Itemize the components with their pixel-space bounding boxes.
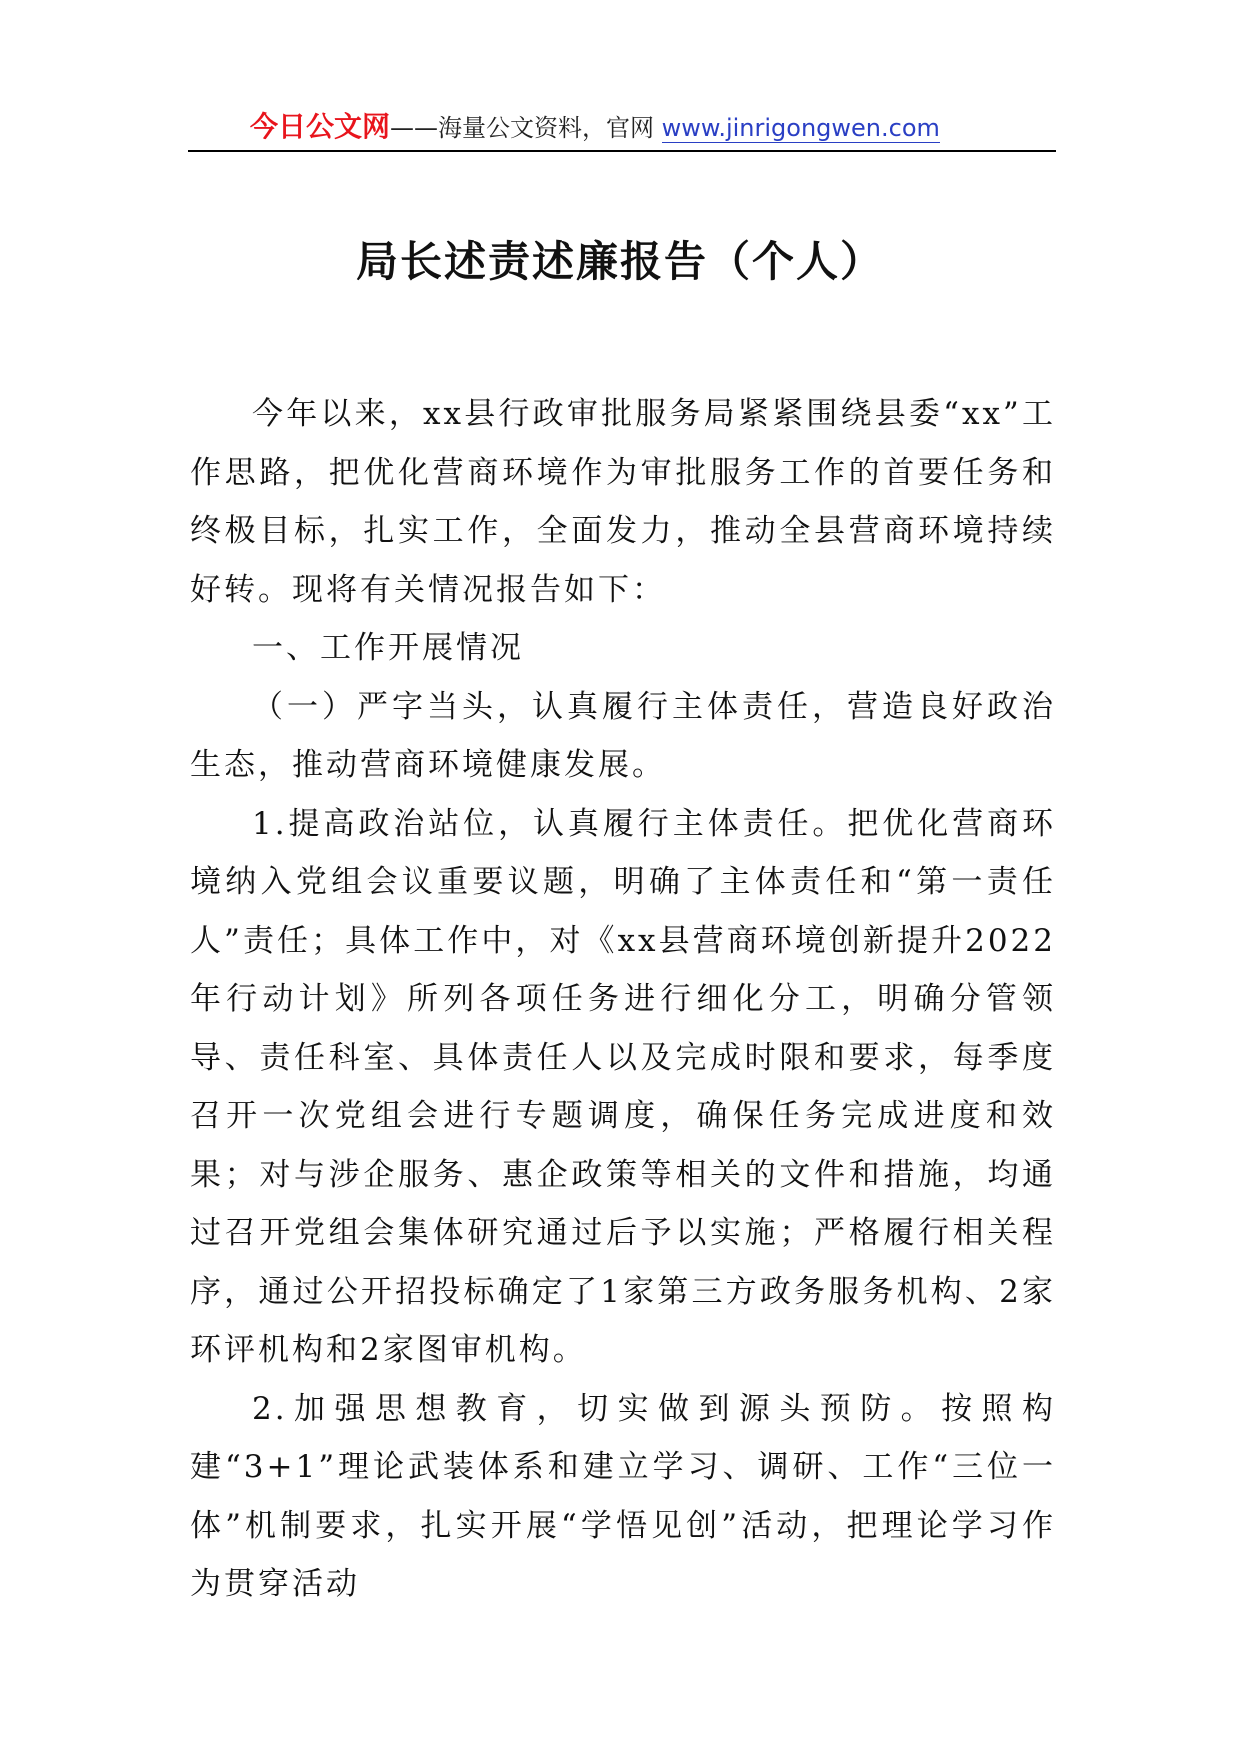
document-title: 局长述责述廉报告（个人）: [355, 237, 884, 286]
body-paragraph-2: 2.加强思想教育，切实做到源头预防。按照构建“3+1”理论武装体系和建立学习、调研、工作“三位一体”机制要求，扎实开展“学悟见创”活动，把理论学习作为贯穿活动: [190, 1390, 1056, 1602]
site-url-link[interactable]: www.jinrigongwen.com: [661, 114, 940, 142]
subsection-heading-1: （一）严字当头，认真履行主体责任，营造良好政治生态，推动营商环境健康发展。: [190, 688, 1056, 783]
site-name-logo: 今日公文网: [250, 110, 391, 143]
document-body: [190, 385, 1056, 1614]
header-dash: ——: [390, 114, 439, 142]
site-header-line: [250, 111, 940, 144]
section-heading-1: 一、工作开展情况: [252, 630, 524, 666]
intro-paragraph: 今年以来，xx县行政审批服务局紧紧围绕县委“xx”工作思路，把优化营商环境作为审批服务工作的首要任务和终极目标，扎实工作，全面发力，推动全县营商环境持续好转。现将有关情况报告如下：: [190, 396, 1056, 608]
site-header: [188, 108, 1056, 152]
header-tagline: 海量公文资料，官网: [438, 114, 662, 142]
body-paragraph-1: 1.提高政治站位，认真履行主体责任。把优化营商环境纳入党组会议重要议题，明确了主体责任和“第一责任人”责任；具体工作中，对《xx县营商环境创新提升2022年行动计划》所列各项任务进行细化分工，明确分管领导、责任科室、具体责任人以及完成时限和要求，每季度召开一次党组会进行专题调度，确保任务完成进度和效果；对与涉企服务、惠企政策等相关的文件和措施，均通过召开党组会集体研究通过后予以实施；严格履行相关程序，通过公开招投标确定了1家第三方政务服务机构、2家环评机构和2家图审机构。: [190, 805, 1056, 1368]
